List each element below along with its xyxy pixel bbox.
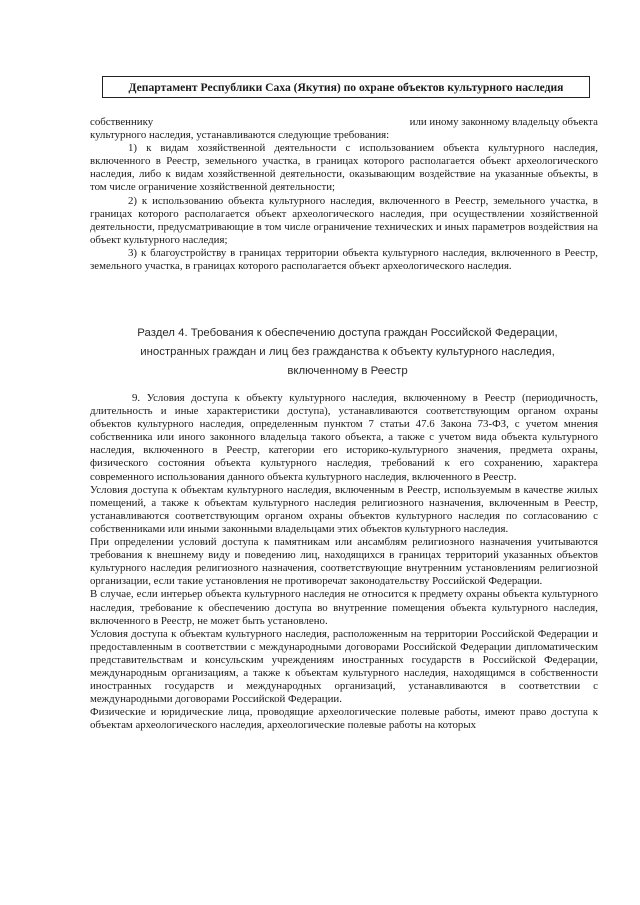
paragraph-religious-objects: При определении условий доступа к памятникам или ансамблям религиозного назначения учитываются требования к внешнему виду и поведению лиц, находящихся в границах территорий указанных объектов культурного наследия религиозного назначения, соответствующие внутренним установлениям религиозной организации, если такие установления не противоречат законодательству Российской Федерации. — [90, 536, 598, 588]
continuation-right: или иному законному владельцу объекта — [409, 116, 598, 128]
paragraph-9: 9. Условия доступа к объекту культурного наследия, включенному в Реестр (периодичность, длительность и иные характеристики доступа), устанавливаются соответствующим органом охраны объектов культурного наследия, определенным пунктом 7 статьи 47.6 Закона 73-ФЗ, с учетом мнения собственника или иного законного владельца такого объекта, а также с учетом вида объекта культурного наследия, включенного в Реестр, категории его историко-культурного значения, предмета охраны, физического состояния объекта культурного наследия, требований к его сохранению, характера современного использования данного объекта культурного наследия, включенного в Реестр. — [90, 392, 598, 483]
continuation-line — [90, 116, 598, 129]
section-heading-line-2: иностранных граждан и лиц без гражданства к объекту культурного наследия, — [140, 346, 555, 358]
section-body — [90, 392, 598, 732]
requirement-item-1: 1) к видам хозяйственной деятельности с использованием объекта культурного наследия, включенного в Реестр, земельного участка, в границах которого располагается объект археологического наследия, либо к видам хозяйственной деятельности, оказывающим воздействие на указанные объекты, в том числе ограничение хозяйственной деятельности; — [90, 142, 598, 194]
paragraph-archaeological-access: Физические и юридические лица, проводящие археологические полевые работы, имеют право доступа к объектам археологического наследия, археологические полевые работы на которых — [90, 706, 598, 732]
continuation-rest: культурного наследия, устанавливаются следующие требования: — [90, 129, 390, 142]
department-title: Департамент Республики Саха (Якутия) по охране объектов культурного наследия — [128, 80, 564, 94]
section-heading-line-3: включенному в Реестр — [287, 365, 408, 377]
requirements-block — [90, 116, 598, 273]
section-heading-line-1: Раздел 4. Требования к обеспечению доступа граждан Российской Федерации, — [137, 327, 558, 339]
requirement-item-2: 2) к использованию объекта культурного наследия, включенного в Реестр, земельного участка, в границах которого располагается объект археологического наследия, при осуществлении хозяйственной деятельности, предусматривающие в том числе ограничение технических и иных параметров воздействия на объект культурного наследия; — [90, 194, 598, 246]
paragraph-foreign-missions: Условия доступа к объектам культурного наследия, расположенным на территории Российской Федерации и предоставленным в соответствии с международными договорами Российской Федерации дипломатическим представительствам и консульским учреждениям иностранных государств в Российской Федерации, международным организациям, а также к объектам культурного наследия, находящимся в собственности иностранных государств и международных организаций, устанавливаются в соответствии с международными договорами Российской Федерации. — [90, 627, 598, 706]
continuation-left: собственнику — [90, 116, 154, 128]
department-header — [102, 76, 590, 98]
section-heading — [120, 324, 575, 381]
paragraph-interior: В случае, если интерьер объекта культурного наследия не относится к предмету охраны объекта культурного наследия, требование к обеспечению доступа во внутренние помещения объекта культурного наследия, включенного в Реестр, не может быть установлено. — [90, 588, 598, 627]
paragraph-living-premises: Условия доступа к объектам культурного наследия, включенным в Реестр, используемым в качестве жилых помещений, а также к объектам культурного наследия религиозного назначения, включенным в Реестр, устанавливаются соответствующим органом охраны объектов культурного наследия по согласованию с собственниками или иными законными владельцами этих объектов культурного наследия. — [90, 483, 598, 535]
requirement-item-3: 3) к благоустройству в границах территории объекта культурного наследия, включенного в Реестр, земельного участка, в границах которого располагается объект археологического наследия. — [90, 246, 598, 273]
